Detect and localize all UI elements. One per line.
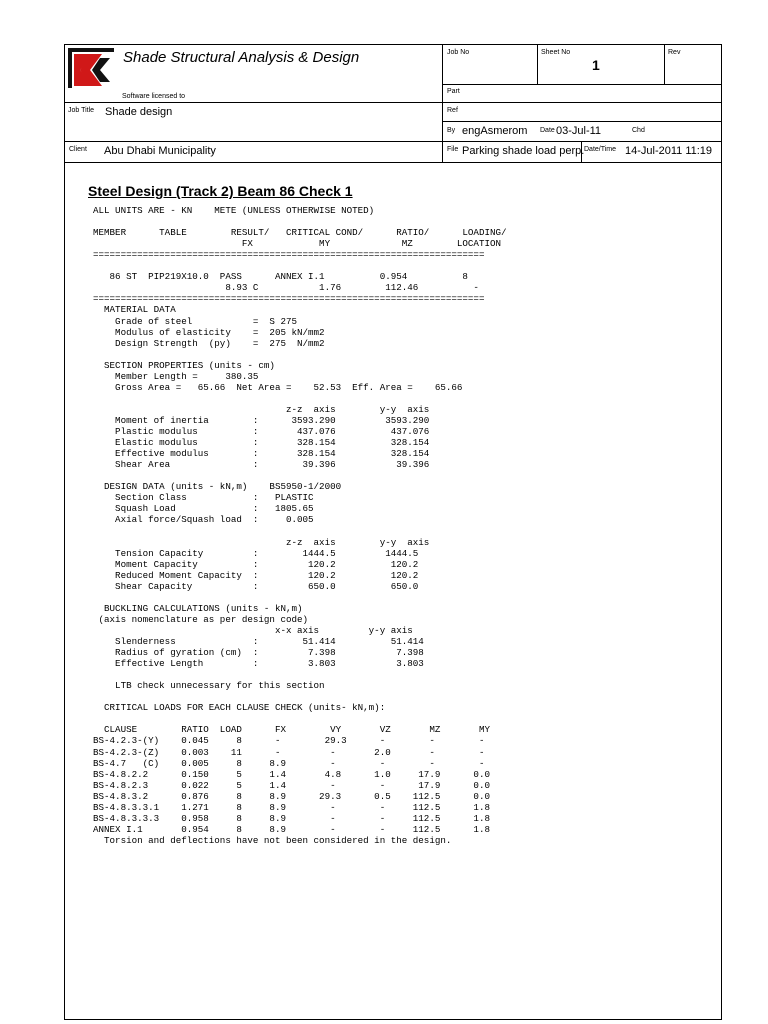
report-line: ======================================================================= <box>93 249 485 261</box>
report-line: MATERIAL DATA <box>93 304 176 316</box>
report-line: Tension Capacity : 1444.5 1444.5 <box>93 547 419 559</box>
report-line: BS-4.7 (C) 0.005 8 8.9 - - - - <box>93 757 485 769</box>
client-label: Client <box>69 146 87 153</box>
report-heading: Steel Design (Track 2) Beam 86 Check 1 <box>88 183 353 199</box>
divider <box>664 44 665 84</box>
report-line: Radius of gyration (cm) : 7.398 7.398 <box>93 647 424 658</box>
file-value: Parking shade load perp. <box>462 145 585 157</box>
report-line: SECTION PROPERTIES (units - cm) <box>93 359 275 371</box>
report-line: BS-4.2.3-(Y) 0.045 8 - 29.3 - - - <box>93 735 485 747</box>
report-line: Effective modulus : 328.154 328.154 <box>93 448 430 460</box>
report-line: Modulus of elasticity = 205 kN/mm2 <box>93 326 325 338</box>
report-line: x-x axis y-y axis <box>93 624 413 636</box>
part-label: Part <box>447 88 460 95</box>
sheet-no-value: 1 <box>592 57 600 73</box>
report-line: Slenderness : 51.414 51.414 <box>93 636 424 647</box>
report-line: Shear Capacity : 650.0 650.0 <box>93 580 419 592</box>
report-line: 86 ST PIP219X10.0 PASS ANNEX I.1 0.954 8 <box>93 271 468 283</box>
ref-label: Ref <box>447 107 458 114</box>
report-line: z-z axis y-y axis <box>93 403 430 415</box>
job-title-value: Shade design <box>105 106 173 118</box>
report-line: Design Strength (py) = 275 N/mm2 <box>93 337 325 349</box>
report-line: BS-4.8.2.2 0.150 5 1.4 4.8 1.0 17.9 0.0 <box>93 768 490 780</box>
report-line: CRITICAL LOADS FOR EACH CLAUSE CHECK (units- kN,m): <box>93 702 386 714</box>
report-line: Shear Area : 39.396 39.396 <box>93 459 430 471</box>
by-label: By <box>447 127 456 134</box>
sheet-no-label: Sheet No <box>541 49 571 56</box>
job-no-label: Job No <box>447 49 470 56</box>
report-line: Section Class : PLASTIC <box>93 492 314 504</box>
divider <box>442 44 443 162</box>
date-time-label: Date/Time <box>584 146 617 153</box>
report-line: Torsion and deflections have not been considered in the design. <box>93 834 452 846</box>
job-title-label: Job Title <box>68 107 95 114</box>
divider <box>537 44 538 84</box>
report-line: (axis nomenclature as per design code) <box>93 613 309 625</box>
divider <box>64 162 722 163</box>
report-line: Axial force/Squash load : 0.005 <box>93 514 314 526</box>
report-line: 8.93 C 1.76 112.46 - <box>93 282 479 294</box>
report-line: BS-4.8.3.2 0.876 8 8.9 29.3 0.5 112.5 0.0 <box>93 790 490 802</box>
report-line: Elastic modulus : 328.154 328.154 <box>93 437 430 449</box>
date-label: Date <box>540 127 555 134</box>
report-line: Moment Capacity : 120.2 120.2 <box>93 558 419 570</box>
by-value: engAsmerom <box>462 125 528 137</box>
report-line: FX MY MZ LOCATION <box>93 238 501 250</box>
client-value: Abu Dhabi Municipality <box>104 145 216 157</box>
divider <box>64 141 722 142</box>
report-line: MEMBER TABLE RESULT/ CRITICAL COND/ RATIO/ LOADING/ <box>93 227 507 239</box>
divider <box>442 121 722 122</box>
company-logo <box>68 48 114 88</box>
report-line: BS-4.2.3-(Z) 0.003 11 - - 2.0 - - <box>93 746 485 758</box>
chd-label: Chd <box>632 127 645 134</box>
report-line: BS-4.8.2.3 0.022 5 1.4 - - 17.9 0.0 <box>93 779 490 791</box>
report-line: ANNEX I.1 0.954 8 8.9 - - 112.5 1.8 <box>93 823 490 835</box>
report-line: BUCKLING CALCULATIONS (units - kN,m) <box>93 602 303 614</box>
report-line: ALL UNITS ARE - KN METE (UNLESS OTHERWISE NOTED) <box>93 205 375 216</box>
report-line: Member Length = 380.35 <box>93 370 259 382</box>
date-time-value: 14-Jul-2011 11:19 <box>625 145 713 157</box>
report-line: BS-4.8.3.3.1 1.271 8 8.9 - - 112.5 1.8 <box>93 801 490 813</box>
report-line: Moment of inertia : 3593.290 3593.290 <box>93 415 430 426</box>
file-label: File <box>447 146 459 153</box>
report-line: z-z axis y-y axis <box>93 536 430 548</box>
rev-label: Rev <box>668 49 681 56</box>
date-value: 03-Jul-11 <box>556 125 602 137</box>
report-line: ======================================================================= <box>93 293 485 305</box>
report-line: CLAUSE RATIO LOAD FX VY VZ MZ MY <box>93 724 490 736</box>
report-line: Squash Load : 1805.65 <box>93 503 314 515</box>
report-line: Gross Area = 65.66 Net Area = 52.53 Eff. Area = 65.66 <box>93 381 463 393</box>
software-licensed-label: Software licensed to <box>122 93 186 100</box>
divider <box>442 84 722 85</box>
divider <box>64 102 722 103</box>
report-line: Plastic modulus : 437.076 437.076 <box>93 426 430 437</box>
report-line: Reduced Moment Capacity : 120.2 120.2 <box>93 569 419 581</box>
app-title: Shade Structural Analysis & Design <box>123 49 360 66</box>
report-line: Grade of steel = S 275 <box>93 315 297 327</box>
report-line: BS-4.8.3.3.3 0.958 8 8.9 - - 112.5 1.8 <box>93 812 490 824</box>
report-line: LTB check unnecessary for this section <box>93 680 325 692</box>
report-line: Effective Length : 3.803 3.803 <box>93 658 424 669</box>
report-line: DESIGN DATA (units - kN,m) BS5950-1/2000 <box>93 481 342 493</box>
